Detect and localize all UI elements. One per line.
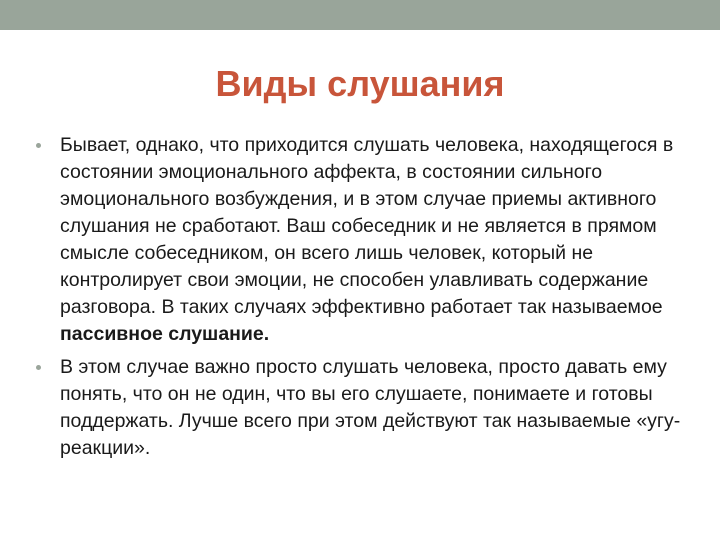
bullet-dot-icon — [36, 143, 41, 148]
bullet-dot-icon — [36, 365, 41, 370]
bold-term: пассивное слушание. — [60, 323, 270, 345]
slide-title: Виды слушания — [215, 63, 505, 104]
bullet-item — [34, 132, 690, 348]
bullet-item — [34, 354, 690, 462]
top-accent-bar — [0, 0, 720, 30]
bullet-list — [34, 132, 690, 468]
bullet-text: Бывает, однако, что приходится слушать человека, находящегося в состоянии эмоционального аффекта, в состоянии сильного эмоционального возбуждения, и в этом случае приемы активного слушания не сработают. Ваш собеседник и не является в прямом смысле собеседником, он всего лишь человек, который не контролирует свои эмоции, не способен улавливать содержание разговора. В таких случаях эффективно работает так называемое — [60, 134, 674, 318]
bullet-text: В этом случае важно просто слушать человека, просто давать ему понять, что он не один, что вы его слушаете, понимаете и готовы поддержать. Лучше всего при этом действуют так называемые «угу-реакции». — [60, 356, 681, 459]
